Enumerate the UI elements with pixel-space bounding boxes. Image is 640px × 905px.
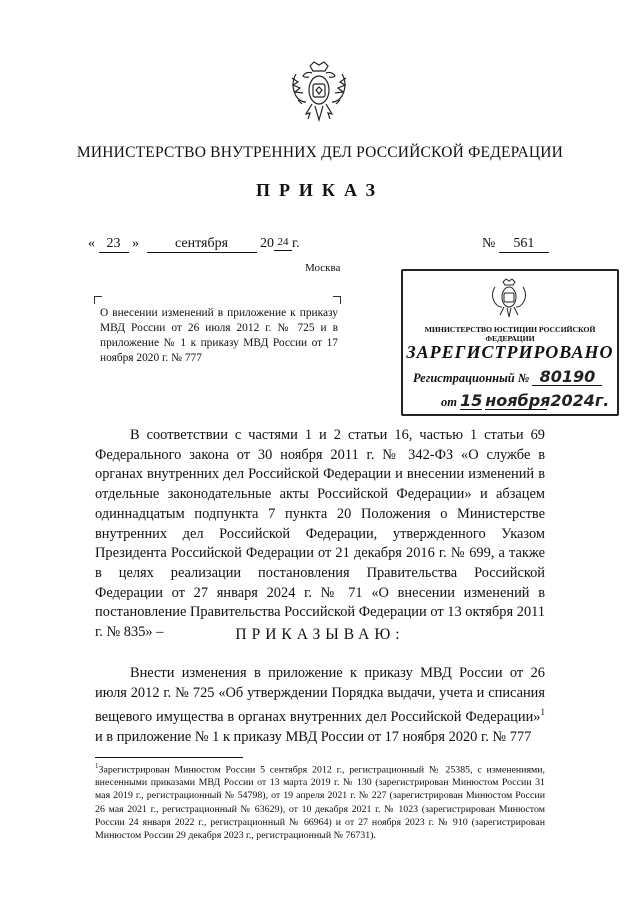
footnote-text: Зарегистрирован Минюстом России 5 сентября 2012 г., регистрационный № 25385, с изменениями, внесенными приказами МВД России от 13 марта 2019 г. № 130 (зарегистрирован Минюстом России 31 мая 2019 г., регистрационный № 54798), от 19 апреля 2021 г. № 227 (зарегистрирован Минюстом России 26 мая 2021 г., регистрационный № 63629), от 10 декабря 2021 г. № 1023 (зарегистрирован Минюстом России 24 января 2022 г., регистрационный № 66964) и от 27 ноября 2023 г. № 910 (зарегистрирован Минюстом России 29 декабря 2023 г., регистрационный № 76731). [95,764,545,841]
stamp-date-year: 2024г. [550,391,610,410]
stamp-reg-label: Регистрационный № [413,371,530,385]
stamp-registration-number [413,369,602,386]
date-year-suffix: 24 [274,234,292,251]
number-value: 561 [499,236,549,253]
document-number [482,236,549,253]
date-close-quote: » [132,236,139,251]
preamble-paragraph: В соответствии с частями 1 и 2 статьи 16, частью 1 статьи 69 Федерального закона от 30 ноября 2011 г. № 342-ФЗ «О службе в органах внутренних дел Российской Федерации и внесении изменений в отдельные законодательные акты Российской Федерации» и абзацем одиннадцатым подпункта 7 пункта 20 Положения о Министерстве внутренних дел Российской Федерации, утвержденного Указом Президента Российской Федерации от 21 декабря 2016 г. № 699, а также в целях реализации постановления Правительства Российской Федерации от 27 января 2024 г. № 71 «О внесении изменений в постановление Правительства Российской Федерации от 13 октября 2011 г. № 835» – [95,427,545,641]
stamp-date-month: ноября [485,391,551,410]
footnote [95,760,545,842]
stamp-date-prefix: от [441,395,457,409]
stamp-registered: ЗАРЕГИСТРИРОВАНО [406,342,614,362]
stamp-date [441,391,609,410]
document-subject: О внесении изменений в приложение к приказу МВД России от 26 июля 2012 г. № 725 и в приложение № 1 к приказу МВД России от 17 ноября 2020 г. № 777 [100,307,338,364]
order-text-before-note: Внести изменения в приложение к приказу МВД России от 26 июля 2012 г. № 725 «Об утверждении Порядка выдачи, учета и списания вещевого имущества в органах внутренних дел Российской Федерации» [95,665,545,726]
subject-bracket-right [333,296,341,304]
subject-bracket-left [94,296,102,304]
order-text-after-note: и в приложение № 1 к приказу МВД России от 17 ноября 2020 г. № 777 [95,728,532,745]
stamp-ministry: МИНИСТЕРСТВО ЮСТИЦИИ РОССИЙСКОЙ ФЕДЕРАЦИИ [424,325,596,343]
footnote-mark: 1 [95,762,99,770]
stamp-reg-number: 80190 [532,369,602,386]
date-month: сентября [147,236,257,253]
date-day: 23 [99,236,129,253]
registration-stamp [401,269,619,416]
footnote-reference: 1 [540,707,545,718]
ministry-name: МИНИСТЕРСТВО ВНУТРЕННИХ ДЕЛ РОССИЙСКОЙ ФЕДЕРАЦИИ [76,144,564,161]
date-year-letter: г. [292,236,300,251]
stamp-emblem-icon [489,277,529,321]
document-date [88,236,300,258]
date-year-prefix: 20 [260,236,274,251]
coat-of-arms-emblem [288,60,350,126]
city: Москва [305,262,341,274]
order-word: ПРИКАЗЫВАЮ: [235,626,405,643]
order-paragraph [95,664,545,748]
date-open-quote: « [88,236,95,251]
document-title: ПРИКАЗ [255,180,385,200]
stamp-date-day: 15 [460,391,483,410]
footnote-separator [95,757,243,758]
number-sign: № [482,236,496,251]
